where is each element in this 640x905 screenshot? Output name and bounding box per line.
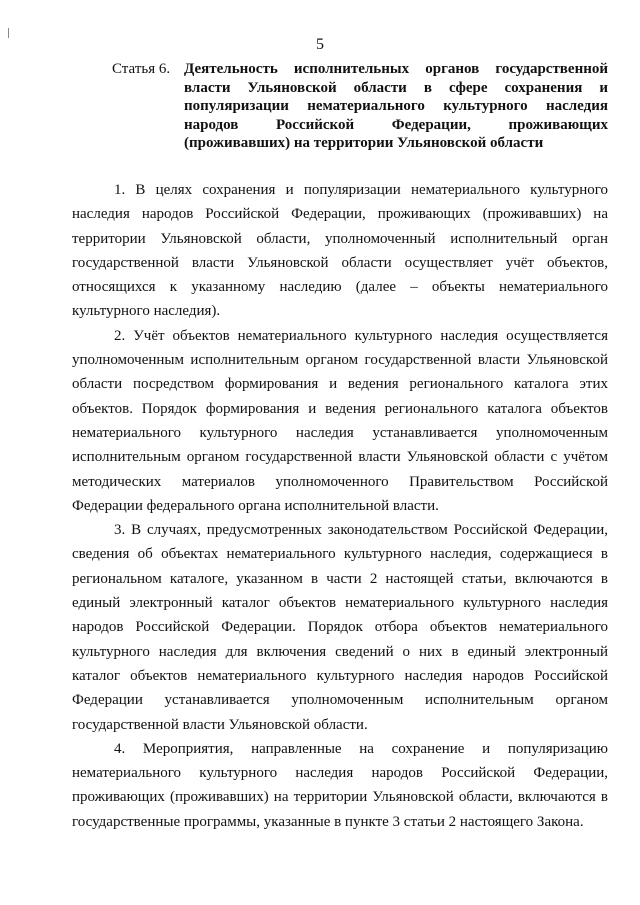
article-title: Деятельность исполнительных органов государственной власти Ульяновской области в сфере сохранения и популяризации нематериального культурного наследия народов Российской Федерации, проживающих (проживавших) на территории Ульяновской области (184, 61, 608, 151)
article-header (112, 60, 608, 153)
paragraph-3: 3. В случаях, предусмотренных законодательством Российской Федерации, сведения об объектах нематериального культурного наследия, содержащиеся в региональном каталоге, указанном в части 2 настоящей статьи, включаются в единый электронный каталог объектов нематериального культурного наследия народов Российской Федерации. Порядок отбора объектов нематериального культурного наследия для включения сведений о них в единый электронный каталог объектов нематериального культурного наследия народов Российской Федерации устанавливается уполномоченным исполнительным органом государственной власти Ульяновской области. (72, 522, 608, 733)
article-body (72, 178, 608, 834)
page-number: 5 (316, 36, 324, 53)
paragraph-4: 4. Мероприятия, направленные на сохранение и популяризацию нематериального культурного наследия народов Российской Федерации, проживающих (проживавших) на территории Ульяновской области, включаются в государственные программы, указанные в пункте 3 статьи 2 настоящего Закона. (72, 740, 608, 830)
paragraph-1: 1. В целях сохранения и популяризации нематериального культурного наследия народов Российской Федерации, проживающих (проживавших) на территории Ульяновской области, уполномоченный исполнительный орган государственной власти Ульяновской области осуществляет учёт объектов, относящихся к указанному наследию (далее – объекты нематериального культурного наследия). (72, 182, 608, 320)
article-label: Статья 6. (112, 61, 171, 77)
paragraph-2: 2. Учёт объектов нематериального культурного наследия осуществляется уполномоченным исполнительным органом государственной власти Ульяновской области посредством формирования и ведения регионального каталога этих объектов. Порядок формирования и ведения регионального каталога объектов нематериального культурного наследия устанавливается уполномоченным исполнительным органом государственной власти Ульяновской области с учётом методических материалов уполномоченного Правительством Российской Федерации федерального органа исполнительной власти. (72, 327, 608, 514)
